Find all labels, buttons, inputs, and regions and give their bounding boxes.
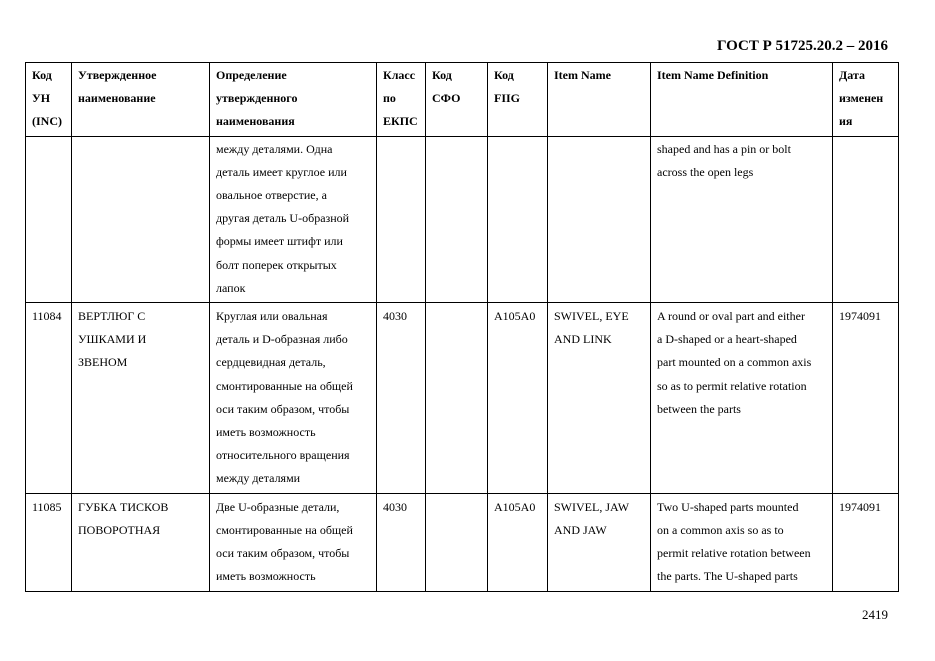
cell-code [26, 136, 72, 302]
cell-definition: между деталями. Одна деталь имеет круглое или овальное отверстие, а другая деталь U-образной формы имеет штифт или болт поперек открытых лапок [210, 136, 377, 302]
cell-item-name-definition: shaped and has a pin or bolt across the open legs [651, 136, 833, 302]
header-sfo-code: Код СФО [426, 63, 488, 137]
table-row [26, 493, 899, 591]
cell-fiig-code [488, 136, 548, 302]
cell-code: 11084 [26, 303, 72, 494]
header-item-name-definition: Item Name Definition [651, 63, 833, 137]
cell-item-name: SWIVEL, JAW AND JAW [548, 493, 651, 591]
cell-sfo-code [426, 493, 488, 591]
item-name-table [25, 62, 899, 592]
cell-item-name-definition: Two U-shaped parts mounted on a common axis so as to permit relative rotation between the parts. The U-shaped parts [651, 493, 833, 591]
cell-fiig-code: A105A0 [488, 493, 548, 591]
cell-approved-name: ВЕРТЛЮГ С УШКАМИ И ЗВЕНОМ [72, 303, 210, 494]
cell-sfo-code [426, 136, 488, 302]
header-definition: Определение утвержденного наименования [210, 63, 377, 137]
header-class: Класс по ЕКПС [377, 63, 426, 137]
cell-fiig-code: A105A0 [488, 303, 548, 494]
cell-date-changed: 1974091 [833, 493, 899, 591]
cell-sfo-code [426, 303, 488, 494]
cell-approved-name [72, 136, 210, 302]
document-header: ГОСТ Р 51725.20.2 – 2016 [716, 38, 888, 54]
table-header-row [26, 63, 899, 137]
header-fiig-code: Код FIIG [488, 63, 548, 137]
cell-approved-name: ГУБКА ТИСКОВ ПОВОРОТНАЯ [72, 493, 210, 591]
cell-class: 4030 [377, 493, 426, 591]
header-approved-name: Утвержденное наименование [72, 63, 210, 137]
cell-class: 4030 [377, 303, 426, 494]
header-code: Код УН (INC) [26, 63, 72, 137]
page-number: 2419 [862, 607, 888, 622]
cell-date-changed: 1974091 [833, 303, 899, 494]
cell-definition: Круглая или овальная деталь и D-образная либо сердцевидная деталь, смонтированные на общей оси таким образом, чтобы иметь возможность относительного вращения между деталями [210, 303, 377, 494]
cell-class [377, 136, 426, 302]
header-item-name: Item Name [548, 63, 651, 137]
cell-code: 11085 [26, 493, 72, 591]
cell-item-name [548, 136, 651, 302]
table-row-continuation [26, 136, 899, 302]
cell-item-name: SWIVEL, EYE AND LINK [548, 303, 651, 494]
cell-definition: Две U-образные детали, смонтированные на общей оси таким образом, чтобы иметь возможность [210, 493, 377, 591]
table-row [26, 303, 899, 494]
header-date-changed: Дата изменен ия [833, 63, 899, 137]
cell-item-name-definition: A round or oval part and either a D-shaped or a heart-shaped part mounted on a common axis so as to permit relative rotation between the parts [651, 303, 833, 494]
cell-date-changed [833, 136, 899, 302]
